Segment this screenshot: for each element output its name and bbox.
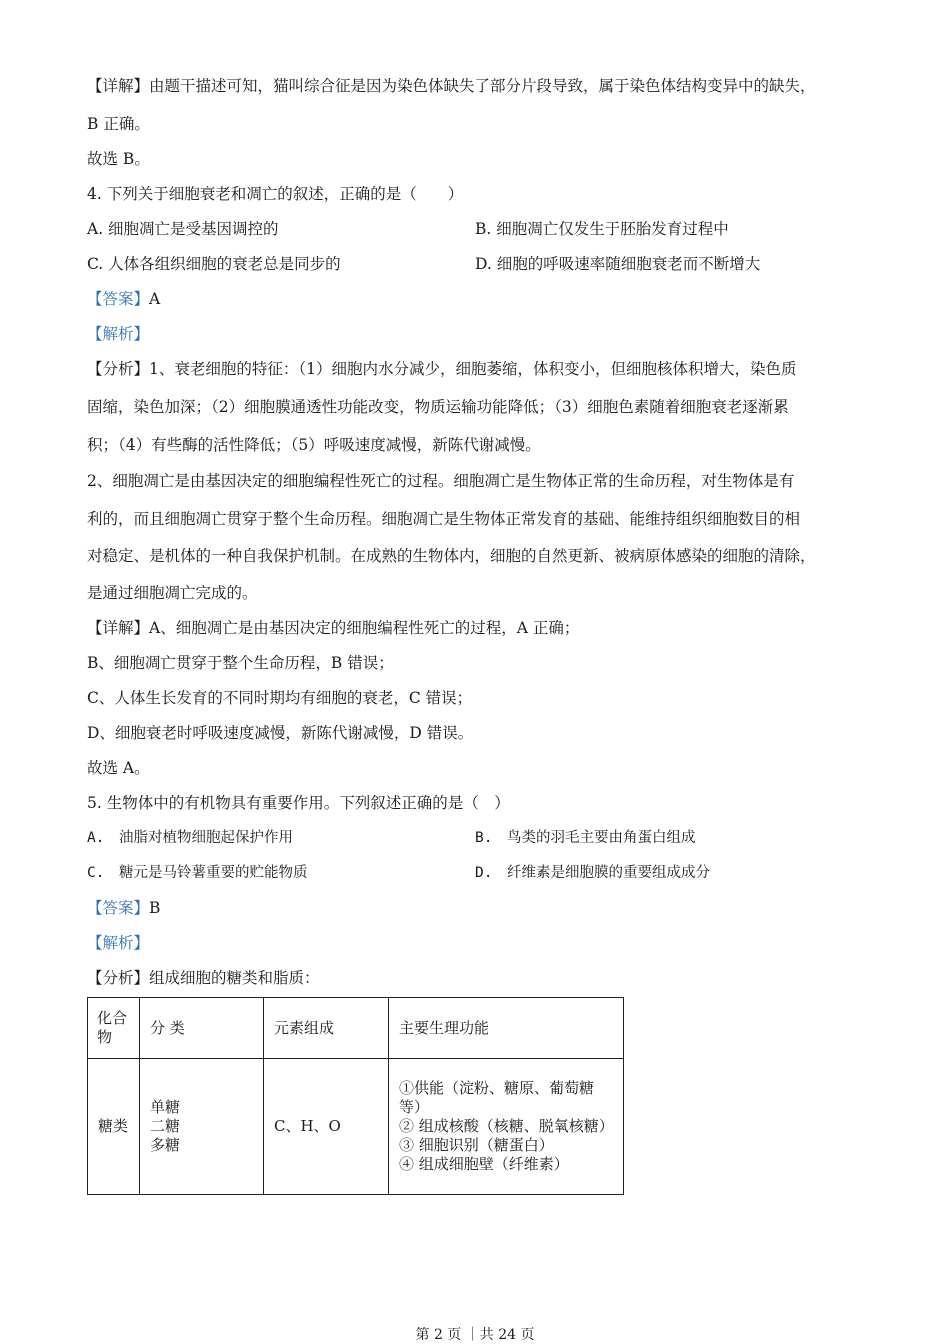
q4-option-c: C. 人体各组织细胞的衰老总是同步的 <box>87 255 341 273</box>
q4-option-b: B. 细胞凋亡仅发生于胚胎发育过程中 <box>475 220 729 238</box>
question-5: 5. 生物体中的有机物具有重要作用。下列叙述正确的是（ ） <box>87 794 510 812</box>
choose-a: 故选 A。 <box>87 759 150 777</box>
q5-analysis-tag: 【解析】 <box>87 934 150 952</box>
type-item: 多糖 <box>150 1136 181 1154</box>
choose-b: 故选 B。 <box>87 150 150 168</box>
q4-analysis-tag: 【解析】 <box>87 325 150 343</box>
analysis-line-6: 对稳定、是机体的一种自我保护机制。在成熟的生物体内，细胞的自然更新、被病原体感染的细胞的清除， <box>87 547 816 565</box>
q5-option-a: A. 油脂对植物细胞起保护作用 <box>87 830 293 846</box>
sugar-types <box>140 1059 264 1195</box>
q4-option-d: D. 细胞的呼吸速率随细胞衰老而不断增大 <box>475 255 761 273</box>
analysis-line-7: 是通过细胞凋亡完成的。 <box>87 584 258 602</box>
analysis-line-4: 2、细胞凋亡是由基因决定的细胞编程性死亡的过程。细胞凋亡是生物体正常的生命历程，对生物体是有 <box>87 472 795 490</box>
table-header-row <box>88 998 624 1059</box>
detail-line-1: 【详解】由题干描述可知，猫叫综合征是因为染色体缺失了部分片段导致，属于染色体结构变异中的缺失， <box>87 77 816 95</box>
answer-tag: 【答案】 <box>87 290 150 308</box>
detail-c: C、人体生长发育的不同时期均有细胞的衰老，C 错误； <box>87 689 473 707</box>
analysis-line-3: 积；（4）有些酶的活性降低；（5）呼吸速度减慢，新陈代谢减慢。 <box>87 436 541 454</box>
q5-answer <box>87 897 160 919</box>
function-item: ③ 细胞识别（糖蛋白） <box>399 1136 554 1154</box>
q4-option-a: A. 细胞凋亡是受基因调控的 <box>87 220 279 238</box>
detail-a: 【详解】A、细胞凋亡是由基因决定的细胞编程性死亡的过程，A 正确； <box>87 619 580 637</box>
answer-tag: 【答案】 <box>87 899 150 917</box>
type-item: 二糖 <box>150 1117 181 1135</box>
table-row <box>88 1059 624 1195</box>
q4-answer <box>87 288 160 310</box>
function-list <box>389 1059 624 1195</box>
q5-option-d: D. 纤维素是细胞膜的重要组成成分 <box>475 865 710 881</box>
header-elements: 元素组成 <box>264 998 389 1059</box>
header-category: 分 类 <box>140 998 264 1059</box>
element-composition: C、H、O <box>264 1059 389 1195</box>
analysis-line-5: 利的，而且细胞凋亡贯穿于整个生命历程。细胞凋亡是生物体正常发育的基础、能维持组织细胞数目的相 <box>87 510 801 528</box>
row-label: 糖类 <box>88 1059 140 1195</box>
function-item: ④ 组成细胞壁（纤维素） <box>399 1155 569 1173</box>
analysis-line-1: 【分析】1、衰老细胞的特征：（1）细胞内水分减少，细胞萎缩，体积变小，但细胞核体积增大，染色质 <box>87 360 797 378</box>
type-item: 单糖 <box>150 1098 181 1116</box>
q5-analysis-line: 【分析】组成细胞的糖类和脂质： <box>87 969 320 987</box>
analysis-line-2: 固缩，染色加深；（2）细胞膜通透性功能改变，物质运输功能降低；（3）细胞色素随着细胞衰老逐渐累 <box>87 398 789 416</box>
question-4: 4. 下列关于细胞衰老和凋亡的叙述，正确的是（ ） <box>87 185 464 203</box>
answer-value: B <box>149 899 161 917</box>
answer-value: A <box>149 290 161 308</box>
function-item: ①供能（淀粉、糖原、葡萄糖等） <box>399 1079 595 1116</box>
page-footer: 第 2 页 ｜共 24 页 <box>415 1327 535 1343</box>
detail-line-2: B 正确。 <box>87 115 150 133</box>
sugar-lipid-table <box>87 997 624 1195</box>
detail-d: D、细胞衰老时呼吸速度减慢，新陈代谢减慢，D 错误。 <box>87 724 474 742</box>
function-item: ② 组成核酸（核糖、脱氧核糖） <box>399 1117 614 1135</box>
q5-option-b: B. 鸟类的羽毛主要由角蛋白组成 <box>475 830 696 846</box>
header-function: 主要生理功能 <box>389 998 624 1059</box>
q5-option-c: C. 糖元是马铃薯重要的贮能物质 <box>87 865 308 881</box>
header-compound: 化合物 <box>88 998 140 1059</box>
detail-b: B、细胞凋亡贯穿于整个生命历程，B 错误； <box>87 654 394 672</box>
